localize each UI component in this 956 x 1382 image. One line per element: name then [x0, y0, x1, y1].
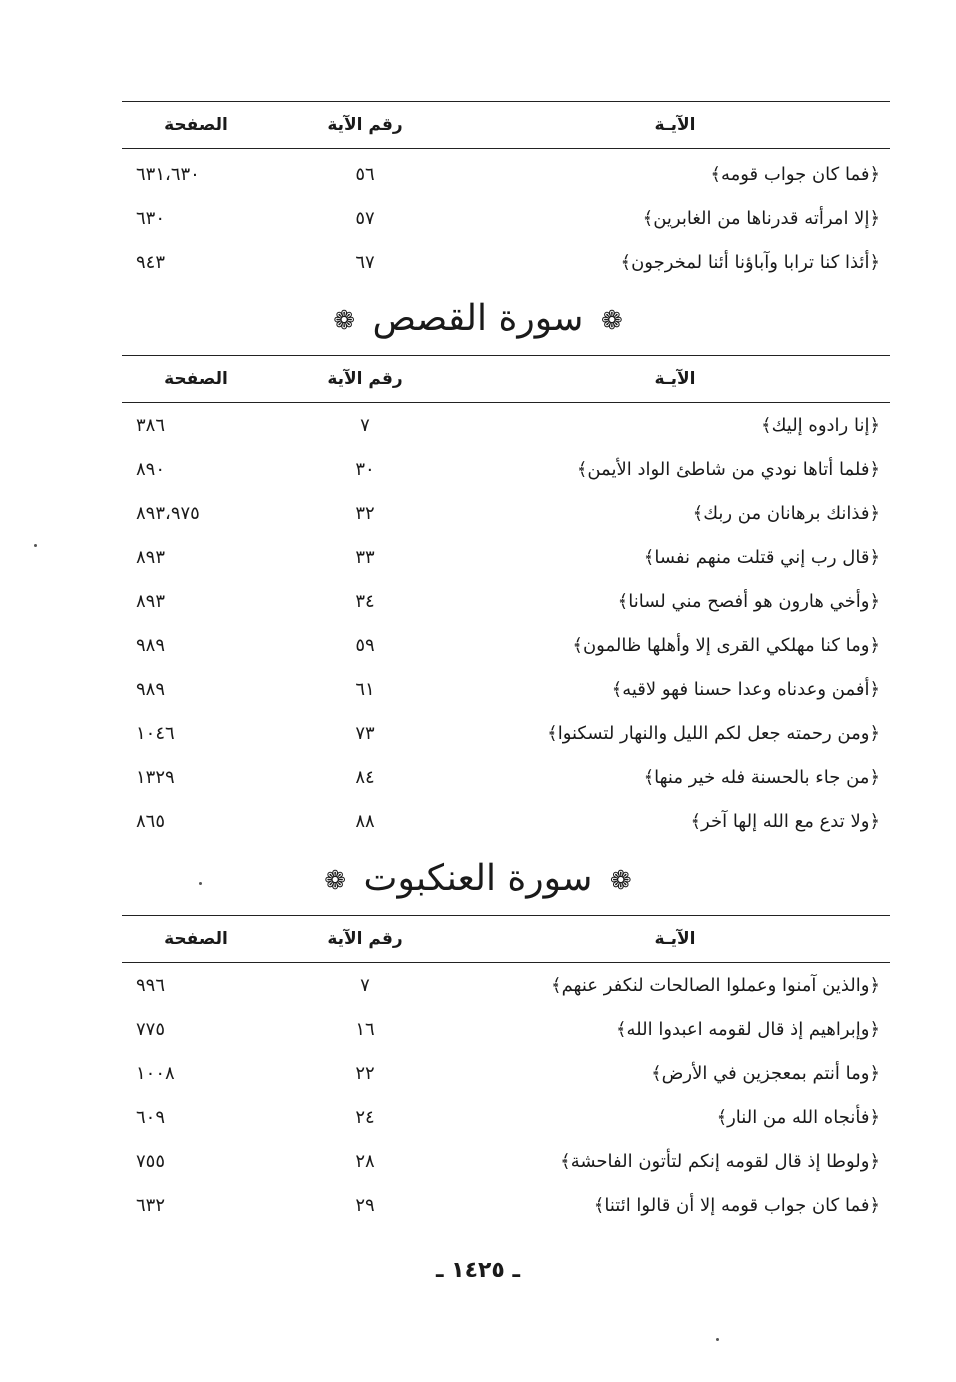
ayah-number: ٥٦ — [355, 163, 375, 185]
page-reference: ١٣٢٩ — [136, 766, 175, 788]
ayah-text: ﴿أئذا كنا ترابا وآباؤنا أئنا لمخرجون﴾ — [620, 251, 880, 273]
ayah-number: ٣٠ — [355, 458, 375, 480]
ayah-text: ﴿إنا رادوه إليك﴾ — [761, 414, 880, 436]
ayah-number: ٣٢ — [355, 502, 375, 524]
ornament-icon: ❁ — [600, 306, 623, 336]
page-reference: ٩٩٦ — [136, 974, 166, 996]
page-reference: ٩٤٣ — [136, 251, 166, 273]
table-row — [122, 755, 890, 799]
ayah-text: ﴿قال رب إني قتلت منهم نفسا﴾ — [643, 546, 880, 568]
page-reference: ٩٨٩ — [136, 678, 166, 700]
page-number: ـ ١٤٢٥ ـ — [435, 1258, 521, 1283]
ayah-number: ٥٧ — [355, 207, 375, 229]
page-reference: ٦٣١،٦٣٠ — [136, 163, 200, 185]
ayah-number: ٣٣ — [355, 546, 375, 568]
ayah-number: ٧ — [360, 974, 370, 996]
table-row — [122, 1183, 890, 1227]
page-reference: ٦٣٠ — [136, 207, 166, 229]
ayah-text: ﴿ولوطا إذ قال لقومه إنكم لتأتون الفاحشة﴾ — [560, 1150, 880, 1172]
ayah-text: ﴿ومن رحمته جعل لكم الليل والنهار لتسكنوا﴾ — [547, 722, 880, 744]
ayah-text: ﴿وأخي هارون هو أفصح مني لسانا﴾ — [617, 590, 880, 612]
ayah-text: ﴿فذانك برهانان من ربك﴾ — [692, 502, 880, 524]
surah-title-qasas — [0, 298, 956, 339]
ayah-number: ٦٧ — [355, 251, 375, 273]
table-row — [122, 799, 890, 843]
scan-speck — [716, 1338, 719, 1341]
page-reference: ٨٩٠ — [136, 458, 166, 480]
table-row — [122, 403, 890, 447]
ayah-number: ٢٨ — [355, 1150, 375, 1172]
header-ayah-number: رقم الآية — [327, 369, 403, 389]
ayah-number: ٢٩ — [355, 1194, 375, 1216]
ayah-number: ٧٣ — [355, 722, 375, 744]
verse-table-a — [122, 101, 890, 284]
table-header — [122, 355, 890, 403]
ayah-text: ﴿والذين آمنوا وعملوا الصالحات لنكفر عنهم﴾ — [551, 974, 880, 996]
ayah-text: ﴿فأنجاه الله من النار﴾ — [716, 1106, 880, 1128]
page-reference: ١٠٠٨ — [136, 1062, 175, 1084]
header-page: الصفحة — [164, 929, 228, 949]
header-ayah-number: رقم الآية — [327, 929, 403, 949]
ayah-number: ٢٤ — [355, 1106, 375, 1128]
table-row — [122, 1007, 890, 1051]
page-reference: ٣٨٦ — [136, 414, 166, 436]
page-reference: ٨٩٣ — [136, 590, 166, 612]
header-page: الصفحة — [164, 369, 228, 389]
scan-speck — [199, 882, 202, 885]
header-ayah-number: رقم الآية — [327, 115, 403, 135]
table-row — [122, 579, 890, 623]
page-reference: ٦٠٩ — [136, 1106, 166, 1128]
table-row — [122, 963, 890, 1007]
table-body — [122, 149, 890, 284]
table-row — [122, 1095, 890, 1139]
ayah-number: ٦١ — [355, 678, 375, 700]
table-row — [122, 1051, 890, 1095]
ayah-text: ﴿إلا امرأته قدرناها من الغابرين﴾ — [642, 207, 880, 229]
table-row — [122, 711, 890, 755]
ayah-text: ﴿ولا تدع مع الله إلها آخر﴾ — [690, 810, 880, 832]
scan-speck — [34, 544, 37, 547]
ayah-text: ﴿وما أنتم بمعجزين في الأرض﴾ — [651, 1062, 880, 1084]
header-ayah: الآيـة — [654, 115, 696, 135]
table-row — [122, 1139, 890, 1183]
table-header — [122, 915, 890, 963]
ornament-icon: ❁ — [609, 866, 632, 896]
ayah-text: ﴿وإبراهيم إذ قال لقومه اعبدوا الله﴾ — [615, 1018, 880, 1040]
header-page: الصفحة — [164, 115, 228, 135]
ayah-text: ﴿وما كنا مهلكي القرى إلا وأهلها ظالمون﴾ — [572, 634, 880, 656]
ayah-number: ٨٤ — [355, 766, 375, 788]
page-reference: ٧٧٥ — [136, 1018, 166, 1040]
page-reference: ٦٣٢ — [136, 1194, 166, 1216]
table-row — [122, 491, 890, 535]
table-row — [122, 152, 890, 196]
verse-table-ankabut — [122, 915, 890, 1227]
ayah-number: ٨٨ — [355, 810, 375, 832]
ayah-number: ٥٩ — [355, 634, 375, 656]
table-body — [122, 403, 890, 843]
page-reference: ٨٦٥ — [136, 810, 166, 832]
page-reference: ٩٨٩ — [136, 634, 166, 656]
table-body — [122, 963, 890, 1227]
ayah-number: ١٦ — [355, 1018, 375, 1040]
page-reference: ٨٩٣،٩٧٥ — [136, 502, 200, 524]
header-ayah: الآيـة — [654, 929, 696, 949]
ornament-icon: ❁ — [324, 866, 347, 896]
ornament-icon: ❁ — [333, 306, 356, 336]
ayah-number: ٧ — [360, 414, 370, 436]
verse-table-qasas — [122, 355, 890, 843]
surah-title-text: سورة القصص — [372, 298, 584, 339]
ayah-text: ﴿من جاء بالحسنة فله خير منها﴾ — [643, 766, 880, 788]
table-row — [122, 196, 890, 240]
header-ayah: الآيـة — [654, 369, 696, 389]
table-row — [122, 535, 890, 579]
table-row — [122, 240, 890, 284]
ayah-text: ﴿فما كان جواب قومه إلا أن قالوا ائتنا﴾ — [593, 1194, 880, 1216]
surah-title-text: سورة العنكبوت — [363, 858, 593, 899]
ayah-number: ٢٢ — [355, 1062, 375, 1084]
ayah-text: ﴿فما كان جواب قومه﴾ — [710, 163, 880, 185]
page-reference: ٨٩٣ — [136, 546, 166, 568]
ayah-number: ٣٤ — [355, 590, 375, 612]
surah-title-ankabut — [0, 858, 956, 899]
table-header — [122, 101, 890, 149]
table-row — [122, 667, 890, 711]
table-row — [122, 447, 890, 491]
ayah-text: ﴿فلما أتاها نودي من شاطئ الواد الأيمن﴾ — [576, 458, 880, 480]
table-row — [122, 623, 890, 667]
ayah-text: ﴿أفمن وعدناه وعدا حسنا فهو لاقيه﴾ — [611, 678, 880, 700]
page-reference: ٧٥٥ — [136, 1150, 166, 1172]
page-reference: ١٠٤٦ — [136, 722, 175, 744]
